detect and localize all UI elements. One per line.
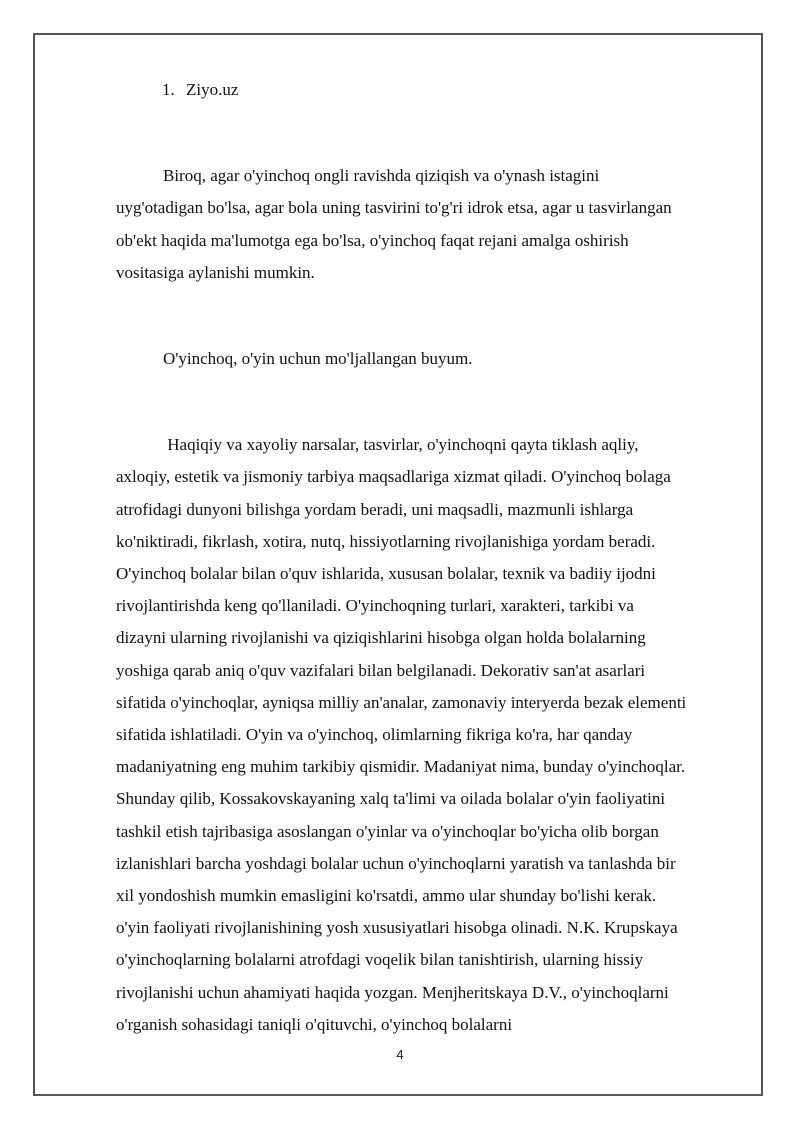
paragraph: Biroq, agar o'yinchoq ongli ravishda qiziqish va o'ynash istagini uyg'otadigan bo'lsa, agar bola uning tasvirini to'g'ri idrok etsa, agar u tasvirlangan ob'ekt haqida ma'lumotga ega bo'lsa, o'yinchoq faqat rejani amalga oshirish vositasiga aylanishi mumkin. bbox=[116, 166, 672, 282]
spacer bbox=[116, 289, 688, 343]
page-number: 4 bbox=[396, 1047, 404, 1062]
spacer bbox=[116, 375, 688, 429]
paragraph: Haqiqiy va xayoliy narsalar, tasvirlar, o'yinchoqni qayta tiklash aqliy, axloqiy, estetik va jismoniy tarbiya maqsadlariga xizmat qiladi. O'yinchoq bolaga atrofidagi dunyoni bilishga yordam beradi, uni maqsadli, mazmunli ishlarga ko'niktiradi, fikrlash, xotira, nutq, hissiyotlarning rivojlanishiga yordam beradi. O'yinchoq bolalar bilan o'quv ishlarida, xususan bolalar, texnik va badiiy ijodni rivojlantirishda keng qo'llaniladi. O'yinchoqning turlari, xarakteri, tarkibi va dizayni ularning rivojlanishi va qiziqishlarini hisobga olgan holda bolalarning yoshiga qarab aniq o'quv vazifalari bilan belgilanadi. Dekorativ san'at asarlari sifatida o'yinchoqlar, ayniqsa milliy an'analar, zamonaviy interyerda bezak elementi sifatida ishlatiladi. O'yin va o'yinchoq, olimlarning fikriga ko'ra, har qanday madaniyatning eng muhim tarkibiy qismidir. Madaniyat nima, bunday o'yinchoqlar. Shunday qilib, Kossakovskayaning xalq ta'limi va oilada bolalar o'yin faoliyatini tashkil etish tajribasiga asoslangan o'yinlar va o'yinchoqlar bo'yicha olib borgan izlanishlari barcha yoshdagi bolalar uchun o'yinchoqlarni yaratish va tanlashda bir xil yondoshish mumkin emasligini ko'rsatdi, ammo ular shunday bo'lishi kerak. o'yin faoliyati rivojlanishining yosh xususiyatlari hisobga olinadi. N.K. Krupskaya o'yinchoqlarning bolalarni atrofdagi voqelik bilan tanishtirish, ularning hissiy rivojlanishi uchun ahamiyati haqida yozgan. Menjheritskaya D.V., o'yinchoqlarni o'rganish sohasidagi taniqli o'qituvchi, o'yinchoq bolalarni bbox=[116, 435, 691, 1034]
page-content bbox=[116, 74, 691, 1041]
list-number: 1. bbox=[162, 80, 175, 99]
spacer bbox=[116, 106, 688, 160]
list-item-text: Ziyo.uz bbox=[186, 80, 239, 99]
paragraph: O'yinchoq, o'yin uchun mo'ljallangan buyum. bbox=[163, 349, 473, 369]
list-item bbox=[116, 74, 688, 106]
